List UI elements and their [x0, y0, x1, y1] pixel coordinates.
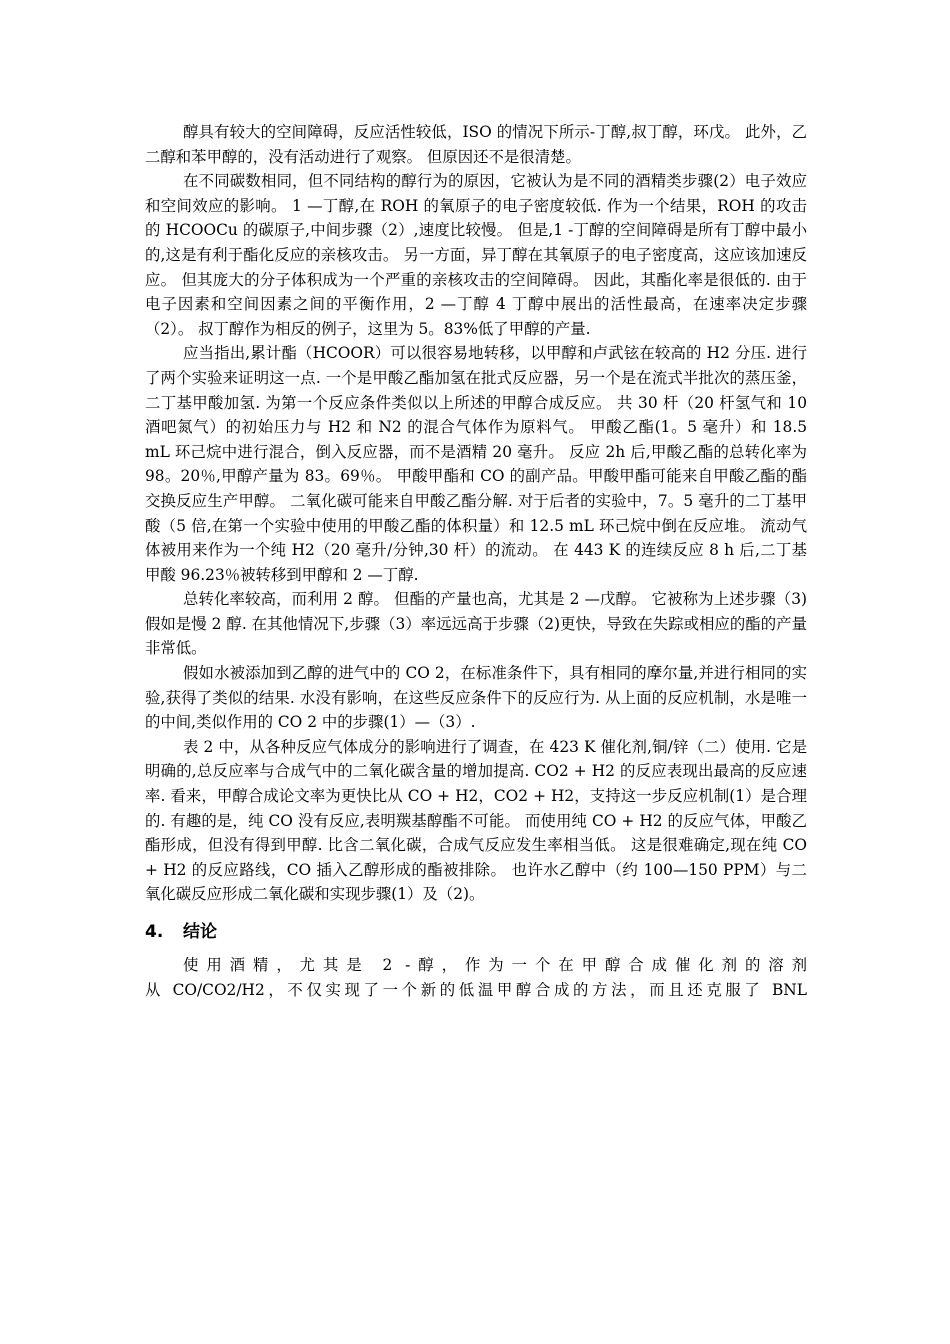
paragraph-water-effect: 假如水被添加到乙醇的进气中的 CO 2，在标准条件下，具有相同的摩尔量,并进行相同的实验,获得了类似的结果. 水没有影响，在这些反应条件下的反应行为. 从上面的反应机制，水是唯一的中间,类似作用的 CO 2 中的步骤(1）—（3）. — [145, 664, 807, 732]
document-page — [145, 120, 807, 1002]
paragraph-ester-transfer: 应当指出,累计酯（HCOOR）可以很容易地转移，以甲醇和卢武铉在较高的 H2 分压. 进行了两个实验来证明这一点. 一个是甲酸乙酯加氢在批式反应器，另一个是在流式半批次的蒸压釜，二丁基甲酸加氢. 为第一个反应条件类似以上所述的甲醇合成反应。 共 30 杆（20 杆氢气和 10 酒吧氮气）的初始压力与 H2 和 N2 的混合气体作为原料气。 甲酸乙酯(1。5 毫升）和 18.5 mL 环己烷中进行混合，倒入反应器，而不是酒精 20 毫升。 反应 2h 后,甲酸乙酯的总转化率为 98。20％,甲醇产量为 83。69％。 甲酸甲酯和 CO 的副产品。甲酸甲酯可能来自甲酸乙酯的酯交换反应生产甲醇。 二氧化碳可能来自甲酸乙酯分解. 对于后者的实验中，7。5 毫升的二丁基甲酸（5 倍,在第一个实验中使用的甲酸乙酯的体积量）和 12.5 mL 环己烷中倒在反应堆。 流动气体被用来作为一个纯 H2（20 毫升/分钟,30 杆）的流动。 在 443 K 的连续反应 8 h 后,二丁基甲酸 96.23％被转移到甲醇和 2 —丁醇. — [145, 344, 807, 584]
paragraph-alcohol-structure: 在不同碳数相同，但不同结构的醇行为的原因，它被认为是不同的酒精类步骤(2）电子效应和空间效应的影响。 1 —丁醇,在 ROH 的氧原子的电子密度较低. 作为一个结果，ROH 的攻击的 HCOOCu 的碳原子,中间步骤（2）,速度比较慢。 但是,1 -丁醇的空间障碍是所有丁醇中最小的,这是有利于酯化反应的亲核攻击。 另一方面，异丁醇在其氧原子的电子密度高，这应该加速反应。 但其庞大的分子体积成为一个严重的亲核攻击的空间障碍。 因此，其酯化率是很低的. 由于电子因素和空间因素之间的平衡作用，2 —丁醇 4 丁醇中展出的活性最高，在速率决定步骤（2）。 叔丁醇作为相反的例子，这里为 5。83%低了甲醇的产量. — [145, 172, 807, 338]
conclusion-line-1: 使用酒精，尤其是 2 -醇，作为一个在甲醇合成催化剂的溶剂 — [183, 956, 807, 974]
paragraph-gas-composition: 表 2 中，从各种反应气体成分的影响进行了调查，在 423 K 催化剂,铜/锌（二）使用. 它是明确的,总反应率与合成气中的二氧化碳含量的增加提高. CO2 + H2 的反应表现出最高的反应速率. 看来，甲醇合成论文率为更快比从 CO + H2，CO2 + H2，支持这一步反应机制(1）是合理的. 有趣的是，纯 CO 没有反应,表明羰基醇酯不可能。 而使用纯 CO + H2 的反应气体，甲酸乙酯形成，但没有得到甲醇. 比含二氧化碳，合成气反应发生率相当低。 这是很难确定,现在纯 CO + H2 的反应路线，CO 插入乙醇形成的酯被排除。 也许水乙醇中（约 100—150 PPM）与二氧化碳反应形成二氧化碳和实现步骤(1）及（2)。 — [145, 737, 807, 904]
paragraph-alcohol-hindrance: 醇具有较大的空间障碍，反应活性较低，ISO 的情况下所示-丁醇,叔丁醇，环戊。 此外，乙二醇和苯甲醇的，没有活动进行了观察。 但原因还不是很清楚。 — [145, 123, 807, 166]
section-title: 结论 — [183, 922, 217, 942]
section-heading-conclusion — [145, 919, 807, 945]
conclusion-line-2: 从 CO/CO2/H2，不仅实现了一个新的低温甲醇合成的方法，而且还克服了 BNL — [145, 980, 807, 999]
paragraph-conversion-rate: 总转化率较高，而利用 2 醇。 但酯的产量也高，尤其是 2 —戊醇。 它被称为上述步骤（3)假如是慢 2 醇. 在其他情况下,步骤（3）率远远高于步骤（2)更快，导致在失踪或相应的酯的产量非常低。 — [145, 590, 807, 658]
section-number: 4. — [145, 922, 164, 942]
